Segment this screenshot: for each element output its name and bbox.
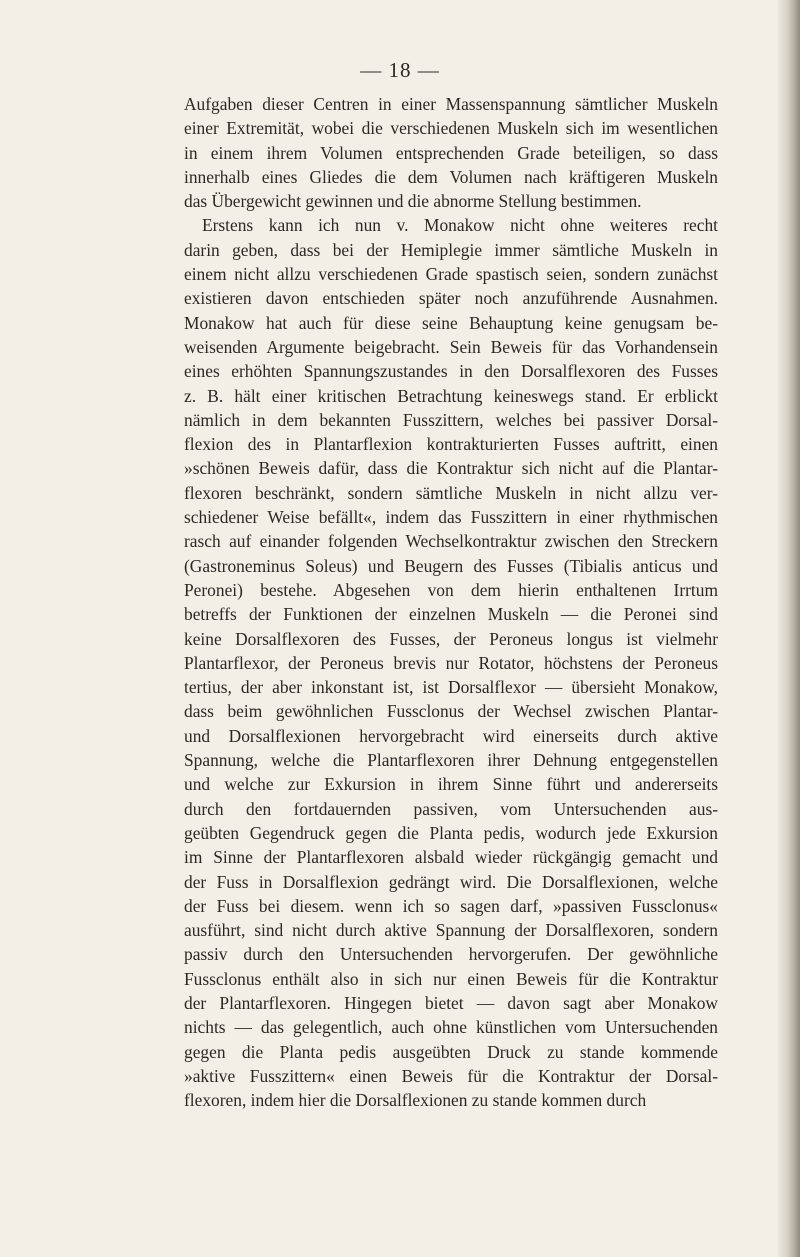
text-line: innerhalb eines Gliedes die dem Volumen nach kräftigeren Muskeln	[184, 166, 718, 187]
text-line: der Fuss bei diesem. wenn ich so sagen darf, »passiven Fussclonus«	[184, 895, 718, 916]
text-line: weisenden Argumente beigebracht. Sein Beweis für das Vorhandensein	[184, 336, 718, 357]
text-line: geübten Gegendruck gegen die Planta pedis, wodurch jede Exkursion	[184, 822, 718, 843]
text-line: Erstens kann ich nun v. Monakow nicht ohne weiteres recht	[202, 215, 718, 236]
text-line: durch den fortdauernden passiven, vom Untersuchenden aus-	[184, 798, 718, 819]
text-line: rasch auf einander folgenden Wechselkontraktur zwischen den Streckern	[184, 531, 718, 552]
text-line: betreffs der Funktionen der einzelnen Muskeln — die Peronei sind	[184, 604, 718, 625]
text-line: Plantarflexor, der Peroneus brevis nur Rotator, höchstens der Peroneus	[184, 652, 718, 673]
body-text	[184, 92, 718, 1112]
text-line: nichts — das gelegentlich, auch ohne künstlichen vom Untersuchenden	[184, 1017, 718, 1038]
page-edge	[778, 0, 800, 1257]
text-line: Fussclonus enthält also in sich nur einen Beweis für die Kontraktur	[184, 968, 718, 989]
text-line: (Gastroneminus Soleus) und Beugern des Fusses (Tibialis anticus und	[184, 555, 718, 576]
text-line: und welche zur Exkursion in ihrem Sinne führt und andererseits	[184, 774, 718, 795]
text-line: Monakow hat auch für diese seine Behauptung keine genugsam be-	[184, 312, 718, 333]
text-line: passiv durch den Untersuchenden hervorgerufen. Der gewöhnliche	[184, 944, 718, 965]
text-line: der Plantarflexoren. Hingegen bietet — davon sagt aber Monakow	[184, 992, 718, 1013]
text-line: z. B. hält einer kritischen Betrachtung keineswegs stand. Er erblickt	[184, 385, 718, 406]
text-line: der Fuss in Dorsalflexion gedrängt wird. Die Dorsalflexionen, welche	[184, 871, 718, 892]
text-line: »schönen Beweis dafür, dass die Kontraktur sich nicht auf die Plantar-	[184, 458, 718, 479]
text-line: »aktive Fusszittern« einen Beweis für die Kontraktur der Dorsal-	[184, 1065, 718, 1086]
text-line: im Sinne der Plantarflexoren alsbald wieder rückgängig gemacht und	[184, 847, 718, 868]
text-line: existieren davon entschieden später noch anzuführende Ausnahmen.	[184, 288, 718, 309]
text-line: ausführt, sind nicht durch aktive Spannung der Dorsalflexoren, sondern	[184, 920, 718, 941]
text-line: gegen die Planta pedis ausgeübten Druck zu stande kommende	[184, 1041, 718, 1062]
text-line: keine Dorsalflexoren des Fusses, der Peroneus longus ist vielmehr	[184, 628, 718, 649]
text-line: tertius, der aber inkonstant ist, ist Dorsalflexor — übersieht Monakow,	[184, 677, 718, 698]
text-line: flexoren beschränkt, sondern sämtliche Muskeln in nicht allzu ver-	[184, 482, 718, 503]
text-line: das Übergewicht gewinnen und die abnorme Stellung bestimmen.	[184, 191, 642, 212]
text-line: in einem ihrem Volumen entsprechenden Grade beteiligen, so dass	[184, 142, 718, 163]
text-line: einer Extremität, wobei die verschiedenen Muskeln sich im wesentlichen	[184, 118, 718, 139]
text-line: flexion des in Plantarflexion kontrakturierten Fusses auftritt, einen	[184, 434, 718, 455]
text-line: einem nicht allzu verschiedenen Grade spastisch seien, sondern zunächst	[184, 264, 718, 285]
text-line: Aufgaben dieser Centren in einer Massenspannung sämtlicher Muskeln	[184, 94, 718, 114]
text-line: schiedener Weise befällt«, indem das Fusszittern in einer rhythmischen	[184, 507, 718, 528]
text-line: eines erhöhten Spannungszustandes in den Dorsalflexoren des Fusses	[184, 361, 718, 382]
text-line: Peronei) bestehe. Abgesehen von dem hierin enthaltenen Irrtum	[184, 579, 718, 600]
text-line: dass beim gewöhnlichen Fussclonus der Wechsel zwischen Plantar-	[184, 701, 718, 722]
text-line: und Dorsalflexionen hervorgebracht wird einerseits durch aktive	[184, 725, 718, 746]
text-line: nämlich in dem bekannten Fusszittern, welches bei passiver Dorsal-	[184, 409, 718, 430]
text-line: flexoren, indem hier die Dorsalflexionen zu stande kommen durch	[184, 1090, 647, 1111]
page-number: — 18 —	[360, 58, 440, 82]
text-line: Spannung, welche die Plantarflexoren ihrer Dehnung entgegenstellen	[184, 750, 718, 771]
text-line: darin geben, dass bei der Hemiplegie immer sämtliche Muskeln in	[184, 239, 718, 260]
